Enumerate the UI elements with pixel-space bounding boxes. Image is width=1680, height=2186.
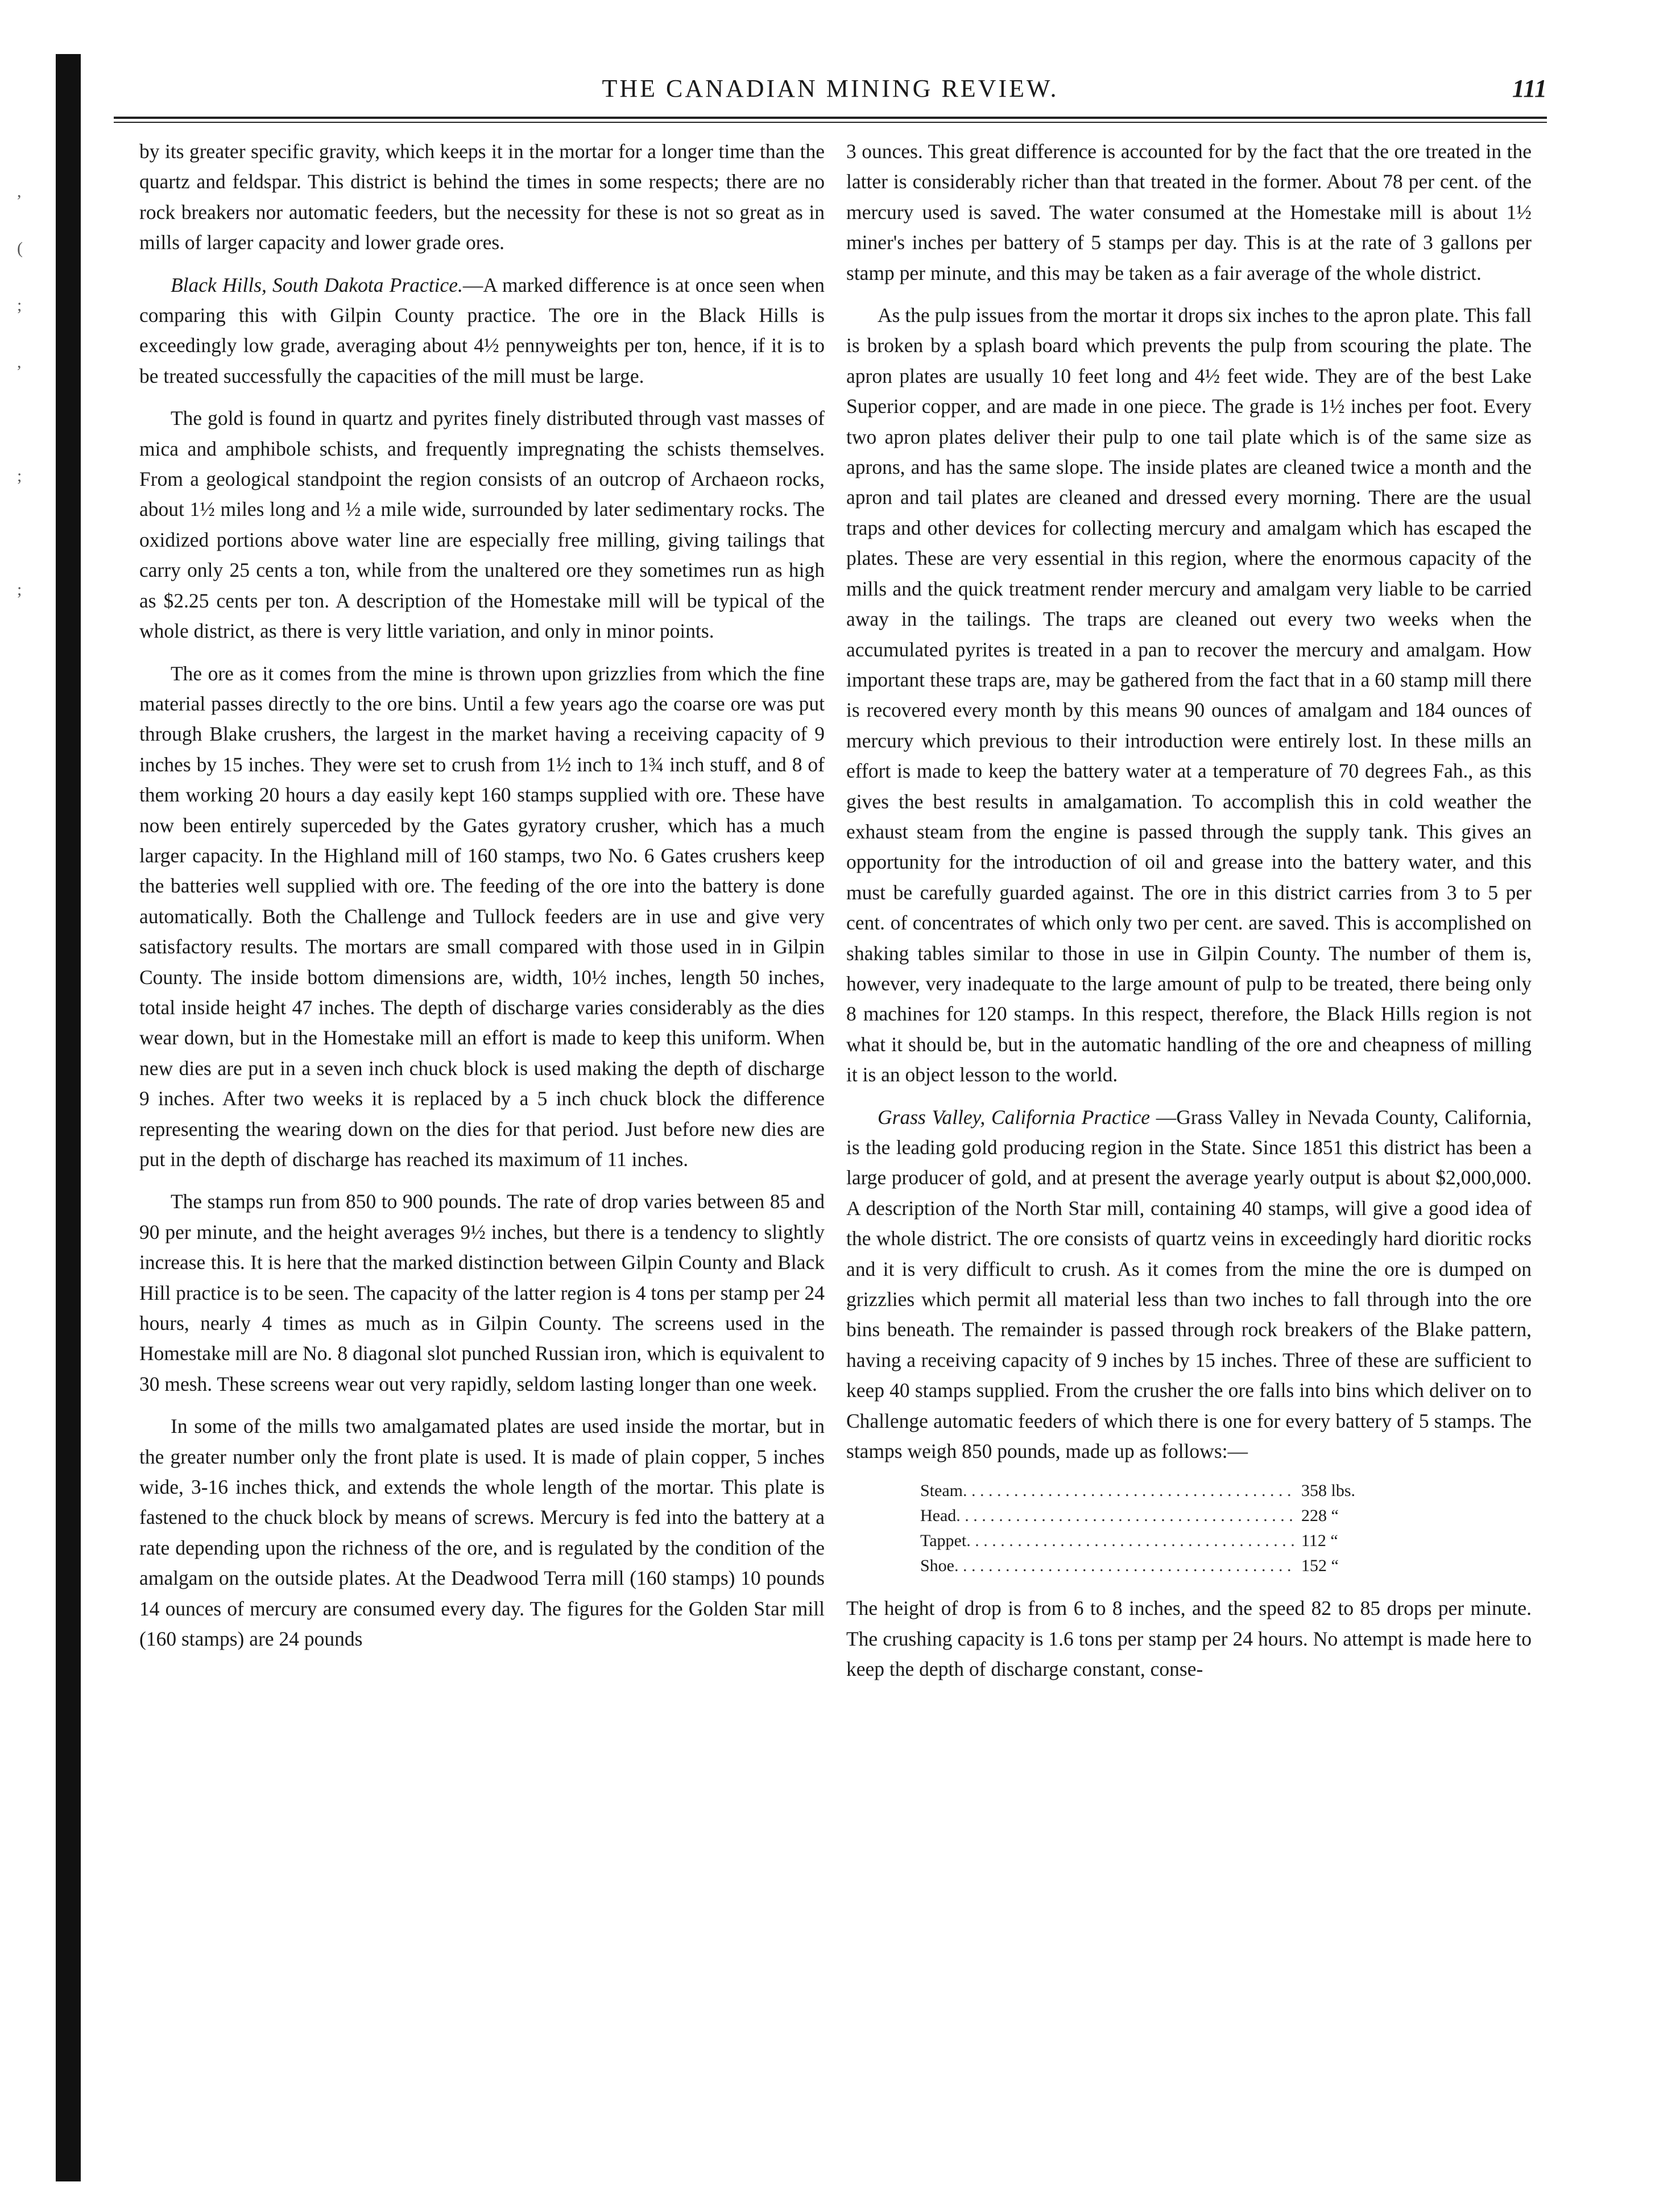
table-row <box>920 1478 1375 1503</box>
leader-dots <box>963 1478 1296 1503</box>
paragraph: As the pulp issues from the mortar it drops six inches to the apron plate. This fall is broken by a splash board which prevents the pulp from scouring the plate. The apron plates are usually 10 feet long and 4½ feet wide. They are of the best Lake Superior copper, and are made in one piece. The grade is 1½ inches per foot. Every two apron plates deliver their pulp to one tail plate which is of the same size as aprons, and has the same slope. The inside plates are cleaned twice a month and the apron and tail plates are cleaned and dressed every morning. There are the usual traps and other devices for collecting mercury and amalgam which has escaped the plates. These are very essential in this region, where the enormous capacity of the mills and the quick treatment render mercury and amalgam very liable to be carried away in the tailings. The traps are cleaned out every two weeks when the accumulated pyrites is treated in a pan to recover the mercury and amalgam. How important these traps are, may be gathered from the fact that in a 60 stamp mill there is recovered every month by this means 90 ounces of amalgam and 184 ounces of mercury which previous to their introduction were entirely lost. In these mills an effort is made to keep the battery water at a temperature of 70 degrees Fah., as this gives the best results in amalgamation. To accomplish this in cold weather the exhaust steam from the engine is passed through the supply tank. This gives an opportunity for the introduction of oil and grease into the battery water, and this must be carefully guarded against. The ore in this district carries from 3 to 5 per cent. of concentrates of which only two per cent. are saved. This is accomplished on shaking tables similar to those in use in Gilpin County. The number of them is, however, very inadequate to the large amount of pulp to be treated, there being only 8 machines for 120 stamps. In this respect, therefore, the Black Hills region is not what it should be, but in the automatic handling of the ore and cheapness of milling it is an object lesson to the world. <box>846 304 1532 1086</box>
page-header <box>114 74 1547 114</box>
left-column <box>139 137 825 2031</box>
leader-dots <box>956 1503 1296 1528</box>
header-rule <box>114 117 1547 119</box>
paragraph <box>846 1102 1532 1467</box>
paragraph-body: —Grass Valley in Nevada County, California, is the leading gold producing region in the State. Since 1851 this district has been a large producer of gold, and at present the average yearly output is about $2,000,000. A description of the North Star mill, containing 40 stamps, will give a good idea of the whole district. The ore consists of quartz veins in exceedingly hard dioritic rocks and it is very difficult to crush. As it comes from the mine the ore is dumped on grizzlies which permit all material less than two inches to fall through into the ore bins beneath. The remainder is passed through rock breakers of the Blake pattern, having a receiving capacity of 9 inches by 15 inches. Three of these are sufficient to keep 40 stamps supplied. From the crusher the ore falls into bins which deliver on to Challenge automatic feeders of which there is one for every battery of 5 stamps. The stamps weigh 850 pounds, made up as follows:— <box>846 1105 1532 1463</box>
weight-value: 358 lbs. <box>1301 1481 1356 1501</box>
paragraph: 3 ounces. This great difference is accounted for by the fact that the ore treated in the latter is considerably richer than that treated in the former. About 78 per cent. of the mercury used is saved. The water consumed at the Homestake mill is about 1½ miner's inches per battery of 5 stamps per day. This is at the rate of 3 gallons per stamp per minute, and this may be taken as a fair average of the whole district. <box>846 140 1532 284</box>
weight-value: 228 “ <box>1301 1506 1339 1526</box>
table-row <box>920 1528 1375 1553</box>
paragraph: The stamps run from 850 to 900 pounds. The rate of drop varies between 85 and 90 per minute, and the height averages 9½ inches, but there is a tendency to slightly increase this. It is here that the marked distinction between Gilpin County and Black Hill practice is to be seen. The capacity of the latter region is 4 tons per stamp per 24 hours, nearly 4 times as much as in Gilpin County. The screens used in the Homestake mill are No. 8 diagonal slot punched Russian iron, which is equivalent to 30 mesh. These screens wear out very rapidly, seldom lasting longer than one week. <box>139 1190 825 1395</box>
weight-value: 112 “ <box>1301 1531 1338 1551</box>
margin-mark: ; <box>17 580 22 599</box>
leader-dots <box>954 1553 1296 1578</box>
margin-mark: ; <box>17 296 22 315</box>
stamp-weight-table <box>920 1478 1375 1578</box>
margin-mark: , <box>17 182 22 201</box>
right-column <box>846 137 1532 2031</box>
margin-mark: , <box>17 353 22 371</box>
binding-spine <box>56 54 81 2181</box>
weight-part: Steam <box>920 1481 963 1501</box>
margin-mark: ; <box>17 466 22 485</box>
paragraph: The height of drop is from 6 to 8 inches, and the speed 82 to 85 drops per minute. The crushing capacity is 1.6 tons per stamp per 24 hours. No attempt is made here to keep the depth of discharge constant, conse- <box>846 1597 1532 1681</box>
section-heading: Black Hills, South Dakota Practice. <box>171 273 463 296</box>
table-row <box>920 1553 1375 1578</box>
paragraph <box>139 270 825 392</box>
weight-part: Head <box>920 1506 957 1526</box>
margin-mark: ( <box>17 239 23 258</box>
paragraph: by its greater specific gravity, which keeps it in the mortar for a longer time than the quartz and feldspar. This district is behind the times in some respects; there are no rock breakers nor automatic feeders, but the necessity for these is not so great as in mills of larger capacity and lower grade ores. <box>139 140 825 254</box>
weight-part: Shoe <box>920 1556 954 1576</box>
page-number: 111 <box>1512 75 1547 102</box>
paragraph: The ore as it comes from the mine is thrown upon grizzlies from which the fine material passes directly to the ore bins. Until a few years ago the coarse ore was put through Blake crushers, the largest in the market having a receiving capacity of 9 inches by 15 inches. They were set to crush from 1½ inch to 1¾ inch stuff, and 8 of them working 20 hours a day easily kept 160 stamps supplied with ore. These have now been entirely superceded by the Gates gyratory crusher, which has a much larger capacity. In the Highland mill of 160 stamps, two No. 6 Gates crushers keep the batteries well supplied with ore. The feeding of the ore into the battery is done automatically. Both the Challenge and Tullock feeders are in use and give very satisfactory results. The mortars are small compared with those used in in Gilpin County. The inside bottom dimensions are, width, 10½ inches, length 50 inches, total inside height 47 inches. The depth of discharge varies considerably as the dies wear down, but in the Homestake mill an effort is made to keep this uniform. When new dies are put in a seven inch chuck block is used making the depth of discharge 9 inches. After two weeks it is replaced by a 5 inch chuck block the difference representing the wearing down on the dies for that period. Just before new dies are put in the depth of discharge has reached its maximum of 11 inches. <box>139 662 825 1171</box>
section-heading: Grass Valley, California Practice <box>878 1105 1151 1129</box>
table-row <box>920 1503 1375 1528</box>
header-rule-thin <box>114 122 1547 123</box>
running-title: THE CANADIAN MINING REVIEW. <box>602 75 1059 102</box>
weight-part: Tappet <box>920 1531 967 1551</box>
paragraph-body: —A marked difference is at once seen when comparing this with Gilpin County practice. The ore in the Black Hills is exceedingly low grade, averaging about 4½ pennyweights per ton, hence, if it is to be treated successfully the capacities of the mill must be large. <box>139 273 825 387</box>
paragraph: In some of the mills two amalgamated plates are used inside the mortar, but in the greater number only the front plate is used. It is made of plain copper, 5 inches wide, 3-16 inches thick, and extends the whole length of the mortar. This plate is fastened to the chuck block by means of screws. Mercury is fed into the battery at a rate depending upon the richness of the ore, and is regulated by the condition of the amalgam on the outside plates. At the Deadwood Terra mill (160 stamps) 10 pounds 14 ounces of mercury are consumed every day. The figures for the Golden Star mill (160 stamps) are 24 pounds <box>139 1415 825 1651</box>
paragraph: The gold is found in quartz and pyrites finely distributed through vast masses of mica and amphibole schists, and frequently impregnating the schists themselves. From a geological standpoint the region consists of an outcrop of Archaeon rocks, about 1½ miles long and ½ a mile wide, surrounded by later sedimentary rocks. The oxidized portions above water line are especially free milling, giving tailings that carry only 25 cents a ton, while from the unaltered ore they sometimes run as high as $2.25 cents per ton. A description of the Homestake mill will be typical of the whole district, as there is very little variation, and only in minor points. <box>139 407 825 643</box>
weight-value: 152 “ <box>1301 1556 1339 1576</box>
leader-dots <box>966 1528 1296 1553</box>
